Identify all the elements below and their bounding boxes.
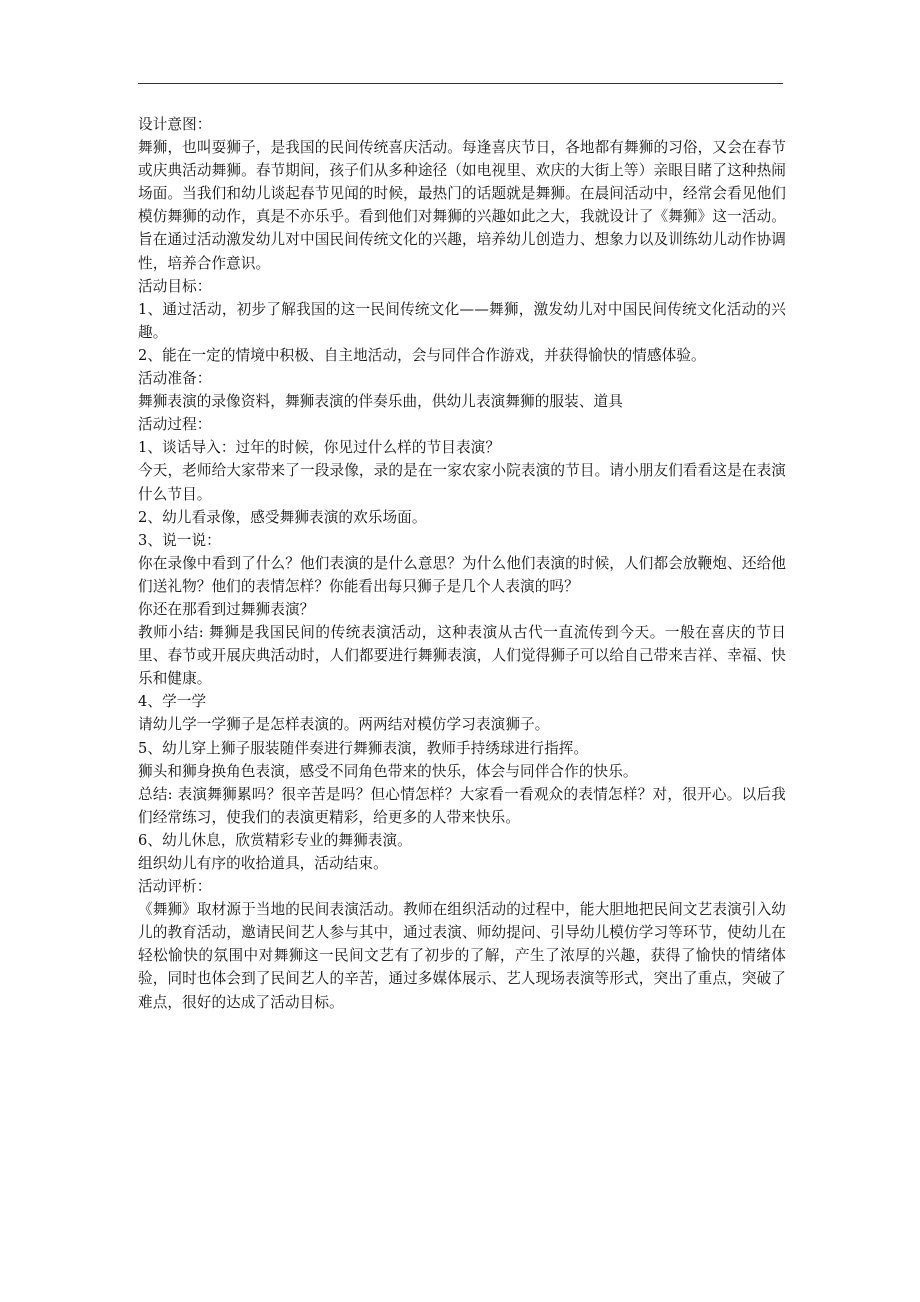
section-heading-preparation: 活动准备：: [138, 370, 212, 388]
process-step-5: 5、幼儿穿上狮子服装随伴奏进行舞狮表演，教师手持绣球进行指挥。: [138, 739, 589, 757]
paragraph-evaluation: 《舞狮》取材源于当地的民间表演活动。教师在组织活动的过程中，能大胆地把民间文艺表演引入幼儿的教育活动，邀请民间艺人参与其中，通过表演、师幼提问、引导幼儿模仿学习等环节，使幼儿在轻松愉快的氛围中对舞狮这一民间文艺有了初步的了解，产生了浓厚的兴趣，获得了愉快的情绪体验，同时也体会到了民间艺人的辛苦，通过多媒体展示、艺人现场表演等形式，突出了重点，突破了难点，很好的达成了活动目标。: [138, 901, 786, 1011]
teacher-summary: 教师小结: 舞狮是我国民间的传统表演活动，这种表演从古代一直流传到今天。一般在喜庆的节日里、春节或开展庆典活动时，人们都要进行舞狮表演，人们觉得狮子可以给自己带来吉祥、幸福、快乐和健康。: [138, 624, 786, 688]
process-step-1: 1、谈话导入：过年的时候，你见过什么样的节目表演？: [138, 439, 501, 457]
paragraph-preparation: 舞狮表演的录像资料，舞狮表演的伴奏乐曲，供幼儿表演舞狮的服装、道具: [138, 393, 623, 411]
process-step-3-questions: 你在录像中看到了什么？他们表演的是什么意思？为什么他们表演的时候，人们都会放鞭炮、还给他们送礼物？他们的表情怎样？你能看出每只狮子是几个人表演的吗？: [138, 554, 786, 595]
document-body: [138, 113, 786, 1014]
summary-paragraph: 总结: 表演舞狮累吗？很辛苦是吗？但心情怎样？大家看一看观众的表情怎样？对，很开心。以后我们经常练习，使我们的表演更精彩，给更多的人带来快乐。: [138, 785, 786, 826]
process-step-6-detail: 组织幼儿有序的收拾道具，活动结束。: [138, 855, 388, 872]
goal-item-2: 2、能在一定的情境中积极、自主地活动，会与同伴合作游戏，并获得愉快的情感体验。: [138, 346, 706, 364]
process-step-6: 6、幼儿休息，欣赏精彩专业的舞狮表演。: [138, 831, 412, 849]
process-step-1-detail: 今天，老师给大家带来了一段录像，录的是在一家农家小院表演的节目。请小朋友们看看这是在表演什么节目。: [138, 462, 786, 503]
process-step-3-question-extra: 你还在那看到过舞狮表演？: [138, 600, 315, 618]
goal-item-1: 1、通过活动，初步了解我国的这一民间传统文化——舞狮，激发幼儿对中国民间传统文化活动的兴趣。: [138, 300, 786, 341]
process-step-4-detail: 请幼儿学一学狮子是怎样表演的。两两结对模仿学习表演狮子。: [138, 716, 550, 734]
section-heading-design-intent: 设计意图：: [138, 116, 212, 133]
paragraph-design-intent: 舞狮，也叫耍狮子，是我国的民间传统喜庆活动。每逢喜庆节日，各地都有舞狮的习俗，又会在春节或庆典活动舞狮。春节期间，孩子们从多种途径（如电视里、欢庆的大街上等）亲眼目睹了这种热闹场面。当我们和幼儿谈起春节见闻的时候，最热门的话题就是舞狮。在晨间活动中，经常会看见他们模仿舞狮的动作，真是不亦乐乎。看到他们对舞狮的兴趣如此之大，我就设计了《舞狮》这一活动。旨在通过活动激发幼儿对中国民间传统文化的兴趣，培养幼儿创造力、想象力以及训练幼儿动作协调性，培养合作意识。: [138, 139, 786, 272]
process-step-3: 3、说一说：: [138, 531, 221, 549]
header-rule: [138, 83, 783, 84]
section-heading-process: 活动过程：: [138, 416, 212, 434]
process-step-5-detail: 狮头和狮身换角色表演，感受不同角色带来的快乐，体会与同伴合作的快乐。: [138, 762, 638, 780]
process-step-4: 4、学一学: [138, 693, 207, 711]
section-heading-evaluation: 活动评析：: [138, 878, 212, 896]
process-step-2: 2、幼儿看录像，感受舞狮表演的欢乐场面。: [138, 508, 427, 526]
section-heading-goals: 活动目标：: [138, 277, 212, 295]
